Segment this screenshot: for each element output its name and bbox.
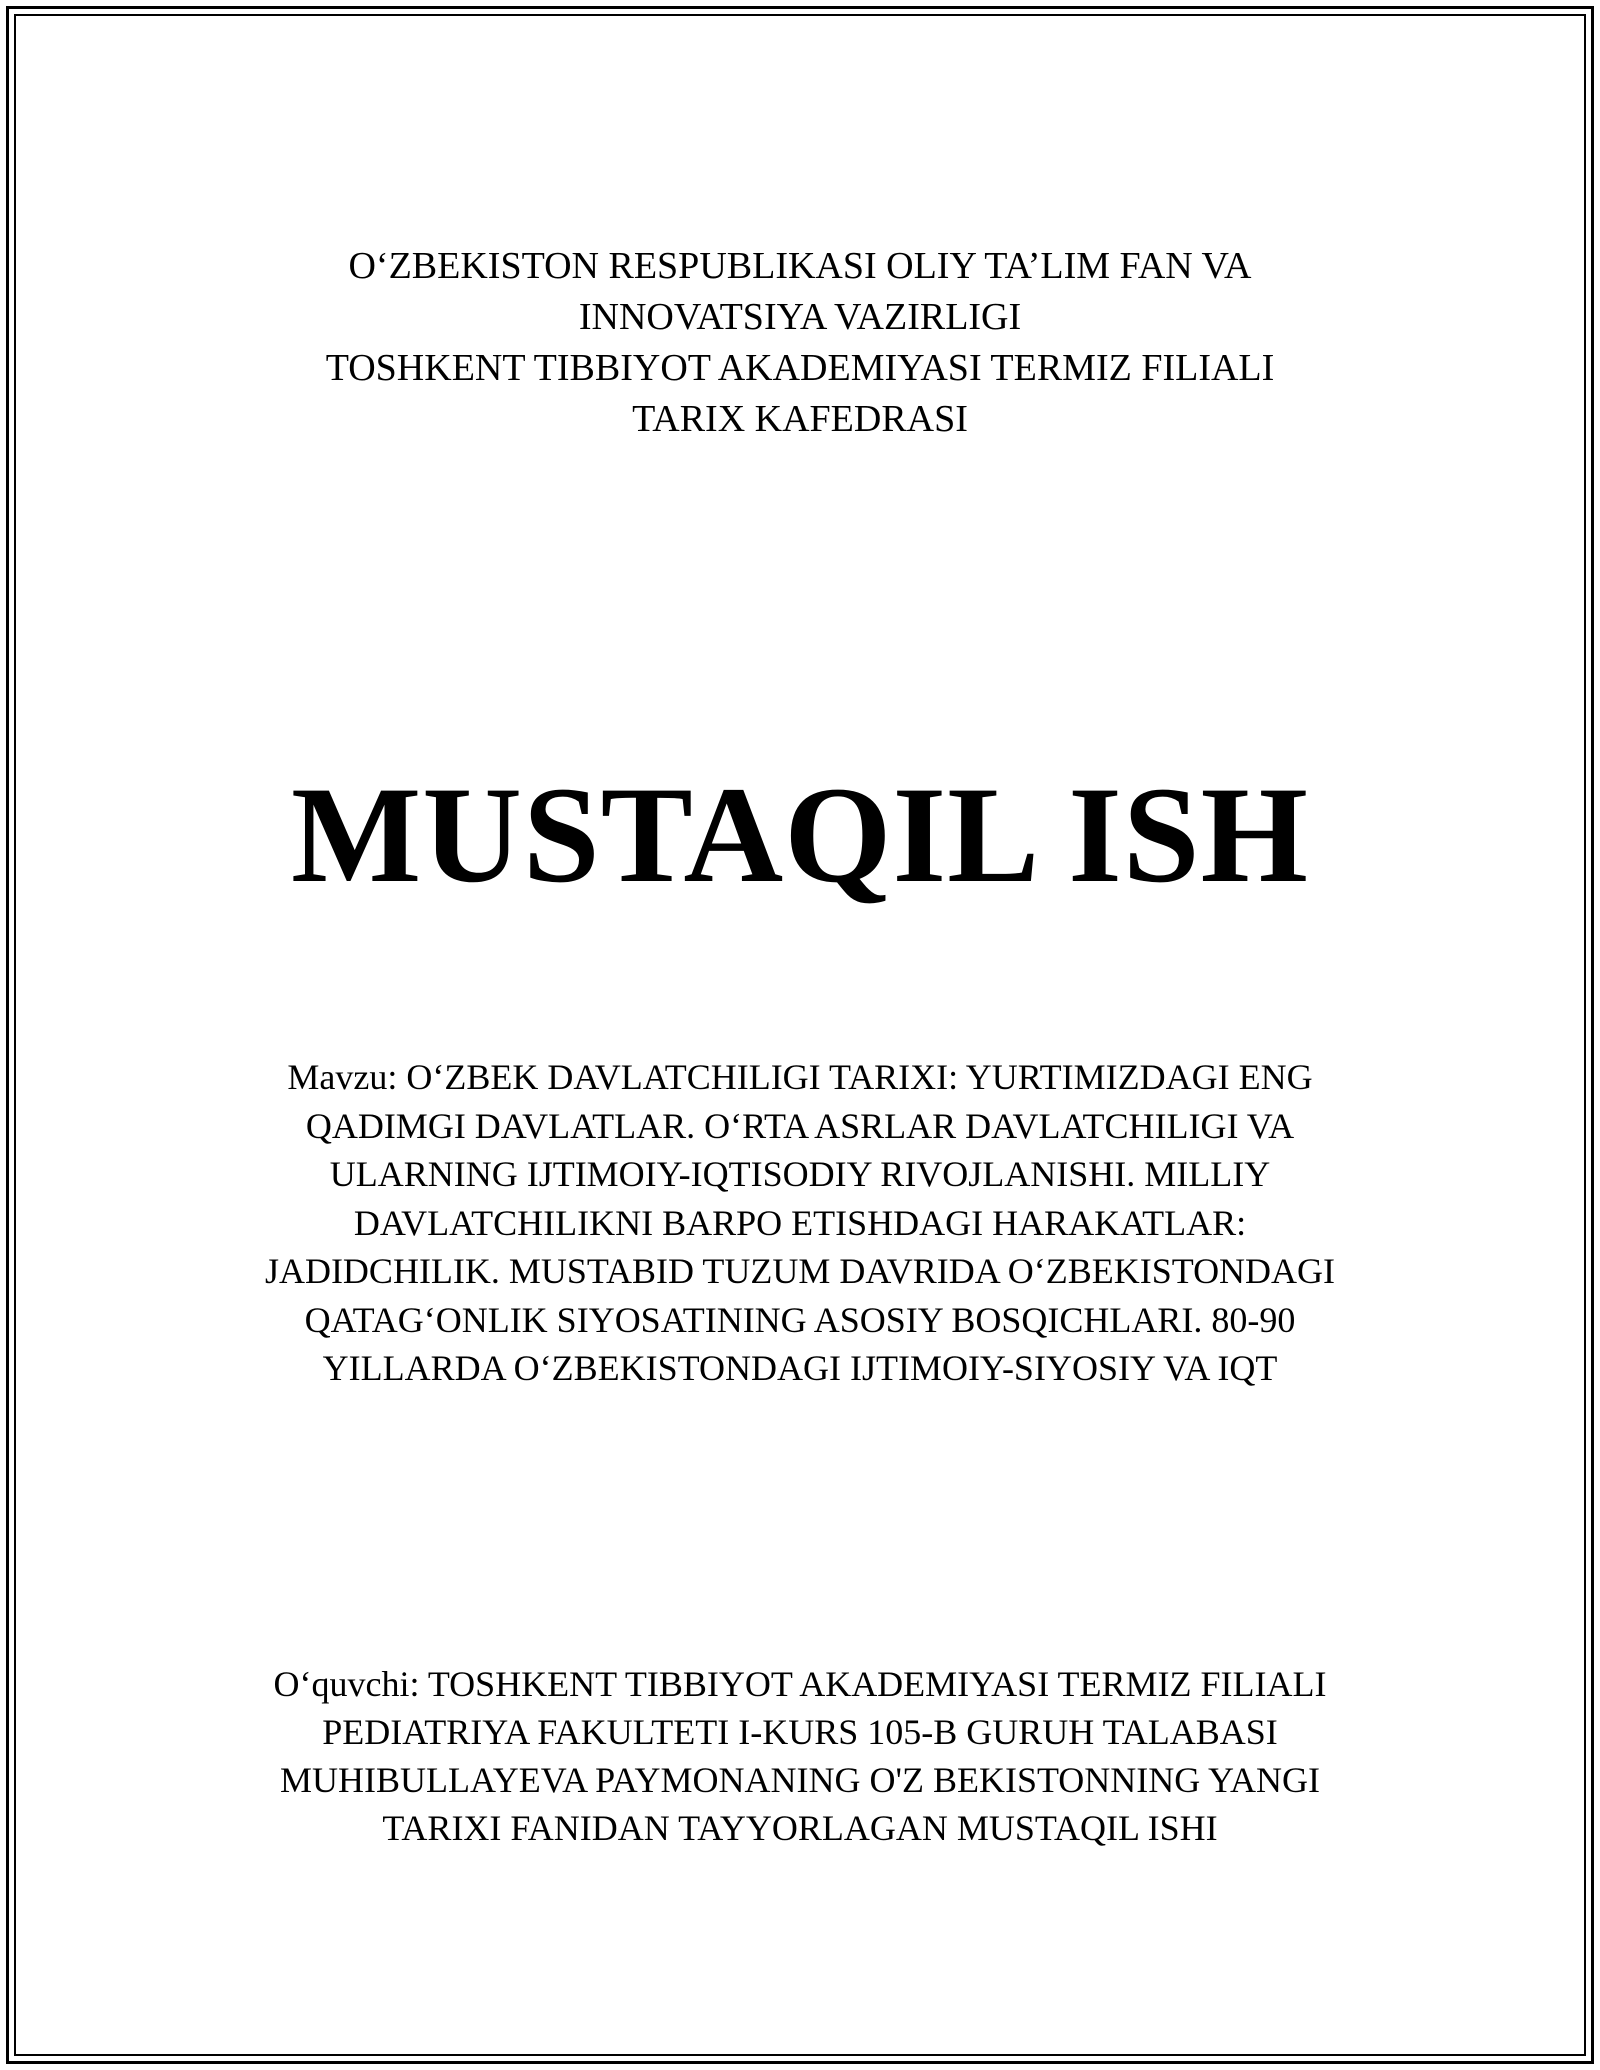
document-title: MUSTAQIL ISH bbox=[291, 758, 1309, 911]
header-line-department: TARIX KAFEDRASI bbox=[632, 398, 968, 440]
topic-line-2: QADIMGI DAVLATLAR. O‘RTA ASRLAR DAVLATCHILIGI VA bbox=[305, 1105, 1295, 1146]
student-line-1: O‘quvchi: TOSHKENT TIBBIYOT AKADEMIYASI TERMIZ FILIALI bbox=[273, 1664, 1327, 1704]
topic-line-5: JADIDCHILIK. MUSTABID TUZUM DAVRIDA O‘ZBEKISTONDAGI bbox=[264, 1251, 1336, 1291]
header-line-ministry-1: O‘ZBEKISTON RESPUBLIKASI OLIY TA’LIM FAN VA bbox=[348, 245, 1252, 287]
student-line-2: PEDIATRIYA FAKULTETI I-KURS 105-B GURUH TALABASI bbox=[322, 1712, 1278, 1752]
topic-line-1: Mavzu: O‘ZBEK DAVLATCHILIGI TARIXI: YURTIMIZDAGI ENG bbox=[287, 1057, 1313, 1097]
topic-line-3: ULARNING IJTIMOIY-IQTISODIY RIVOJLANISHI. MILLIY bbox=[329, 1154, 1271, 1194]
topic-line-7: YILLARDA O‘ZBEKISTONDAGI IJTIMOIY-SIYOSIY VA IQT bbox=[322, 1348, 1278, 1388]
topic-block bbox=[0, 1053, 1600, 1393]
student-block bbox=[0, 1660, 1600, 1852]
topic-line-4: DAVLATCHILIKNI BARPO ETISHDAGI HARAKATLAR: bbox=[353, 1202, 1247, 1243]
header-line-academy: TOSHKENT TIBBIYOT AKADEMIYASI TERMIZ FILIALI bbox=[325, 347, 1275, 389]
student-line-3: MUHIBULLAYEVA PAYMONANING O'Z BEKISTONNING YANGI bbox=[280, 1760, 1320, 1800]
topic-line-6: QATAG‘ONLIK SIYOSATINING ASOSIY BOSQICHLARI. 80-90 bbox=[304, 1299, 1296, 1340]
student-line-4: TARIXI FANIDAN TAYYORLAGAN MUSTAQIL ISHI bbox=[382, 1808, 1218, 1848]
header-line-ministry-2: INNOVATSIYA VAZIRLIGI bbox=[578, 296, 1022, 338]
institution-header bbox=[0, 241, 1600, 445]
